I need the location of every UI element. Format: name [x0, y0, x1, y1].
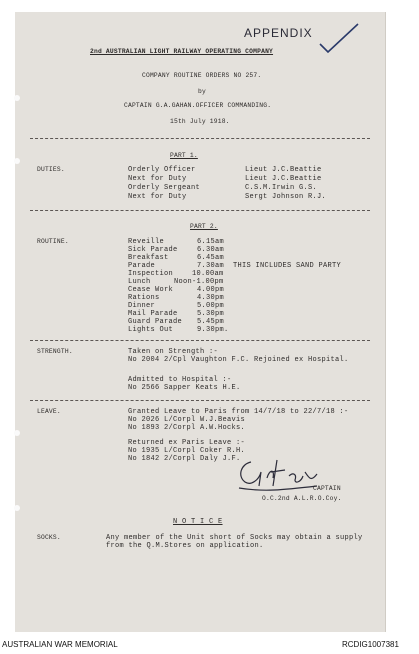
duty-name: Lieut J.C.Beattie	[245, 175, 322, 183]
divider	[30, 340, 370, 341]
leave-line: No 1842 2/Corpl Daly J.F.	[128, 455, 241, 463]
duty-name: Lieut J.C.Beattie	[245, 166, 322, 174]
strength-line: No 2566 Sapper Keats H.E.	[128, 384, 241, 392]
signatory-unit: O.C.2nd A.L.R.O.Coy.	[262, 495, 342, 502]
orders-title: COMPANY ROUTINE ORDERS NO 257.	[142, 72, 262, 79]
routine-time: 5.45pm	[197, 318, 225, 326]
routine-item: Lunch	[128, 278, 151, 286]
by-line: by	[198, 88, 206, 95]
leave-line: No 1935 L/Corpl Coker R.H.	[128, 447, 246, 455]
divider	[30, 400, 370, 401]
routine-item: Parade	[128, 262, 156, 270]
routine-time: 10.00am	[192, 270, 224, 278]
routine-item: Sick Parade	[128, 246, 178, 254]
appendix-label: APPENDIX	[244, 26, 313, 40]
strength-section-label: STRENGTH.	[37, 348, 73, 355]
routine-item: Cease Work	[128, 286, 174, 294]
duty-label: Orderly Sergeant	[128, 184, 201, 192]
divider	[30, 138, 370, 139]
leave-line: Granted Leave to Paris from 14/7/18 to 22/7/18 :-	[128, 408, 349, 416]
archive-credit: AUSTRALIAN WAR MEMORIAL	[2, 640, 118, 649]
strength-line: Admitted to Hospital :-	[128, 376, 232, 384]
routine-time: 6.15am	[197, 238, 225, 246]
company-name: 2nd AUSTRALIAN LIGHT RAILWAY OPERATING COMPANY	[90, 48, 274, 55]
routine-item: Reveille	[128, 238, 165, 246]
routine-item: Mail Parade	[128, 310, 178, 318]
punch-hole	[14, 158, 20, 164]
punch-hole	[14, 95, 20, 101]
part1-heading: PART 1.	[170, 152, 198, 159]
routine-item: Lights Out	[128, 326, 174, 334]
archive-id: RCDIG1007381	[342, 640, 399, 649]
notice-line: from the Q.M.Stores on application.	[106, 542, 264, 550]
part2-heading: PART 2.	[190, 223, 218, 230]
divider	[30, 210, 370, 211]
routine-item: Breakfast	[128, 254, 169, 262]
routine-time: 4.30pm	[197, 294, 225, 302]
handwritten-signature	[233, 452, 319, 494]
leave-line: No 1893 2/Corpl A.W.Hocks.	[128, 424, 246, 432]
punch-hole	[14, 430, 20, 436]
routine-item: Inspection	[128, 270, 174, 278]
routine-time: 5.30pm	[197, 310, 225, 318]
notice-heading: N O T I C E	[173, 518, 223, 526]
tick-mark-icon	[318, 22, 360, 56]
duties-section-label: DUTIES.	[37, 166, 65, 173]
order-date: 15th July 1918.	[170, 118, 230, 125]
routine-time: 5.00pm	[197, 302, 225, 310]
routine-time: 4.00pm	[197, 286, 225, 294]
routine-time: 6.30am	[197, 246, 225, 254]
routine-time: 6.45am	[197, 254, 225, 262]
leave-line: Returned ex Paris Leave :-	[128, 439, 246, 447]
leave-section-label: LEAVE.	[37, 408, 61, 415]
duty-name: Sergt Johnson R.J.	[245, 193, 327, 201]
routine-time: 9.30pm.	[197, 326, 229, 334]
notice-line: Any member of the Unit short of Socks may obtain a supply	[106, 534, 363, 542]
duty-label: Next for Duty	[128, 193, 187, 201]
duty-label: Next for Duty	[128, 175, 187, 183]
leave-line: No 2026 L/Corpl W.J.Beavis	[128, 416, 246, 424]
routine-item: Rations	[128, 294, 160, 302]
socks-section-label: SOCKS.	[37, 534, 61, 541]
routine-time: Noon-1.00pm	[174, 278, 224, 286]
officer-line: CAPTAIN G.A.GAHAN.OFFICER COMMANDING.	[124, 102, 272, 109]
strength-line: No 2004 2/Cpl Vaughton F.C. Rejoined ex Hospital.	[128, 356, 349, 364]
routine-item: Dinner	[128, 302, 156, 310]
strength-line: Taken on Strength :-	[128, 348, 219, 356]
duty-label: Orderly Officer	[128, 166, 196, 174]
duty-name: C.S.M.Irwin G.S.	[245, 184, 318, 192]
punch-hole	[14, 505, 20, 511]
routine-item: Guard Parade	[128, 318, 183, 326]
sand-party-note: THIS INCLUDES SAND PARTY	[233, 262, 342, 270]
signatory-title: CAPTAIN	[313, 485, 341, 492]
routine-section-label: ROUTINE.	[37, 238, 69, 245]
routine-time: 7.30am	[197, 262, 225, 270]
